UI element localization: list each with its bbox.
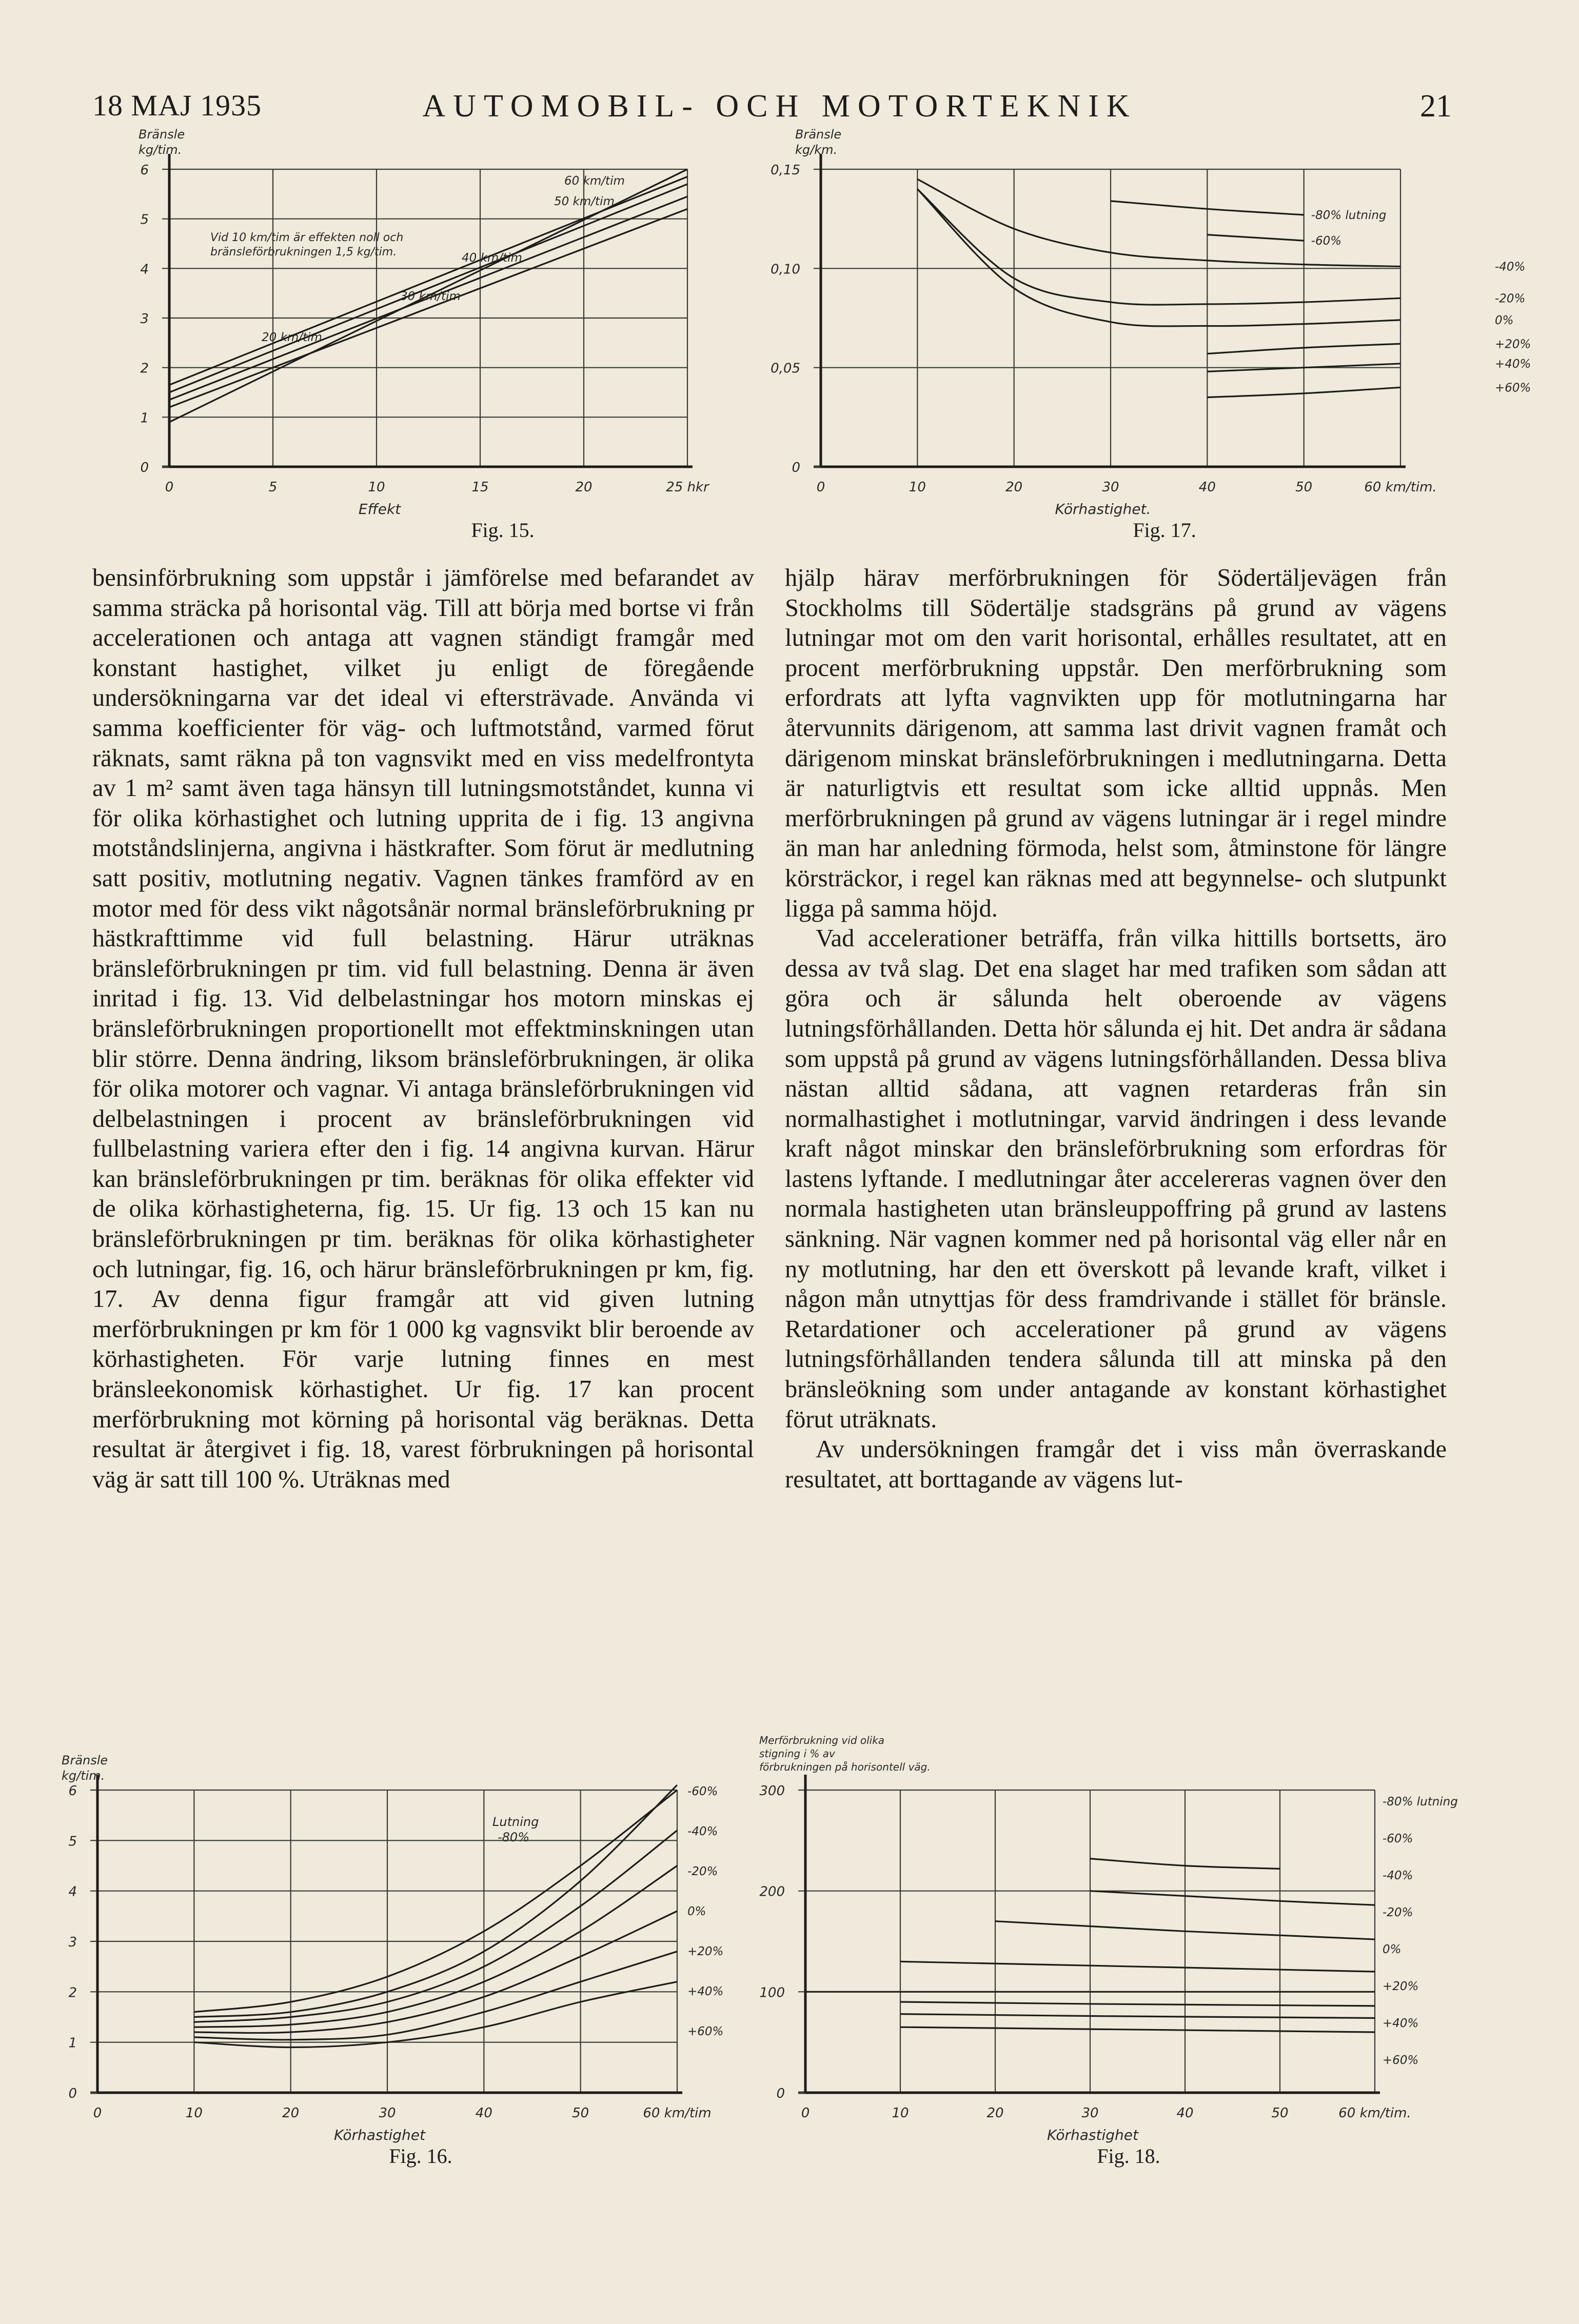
series-label: -60% bbox=[687, 1785, 718, 1798]
series-line bbox=[1207, 235, 1304, 241]
x-tick-label: 40 bbox=[475, 2105, 492, 2121]
figure-16 bbox=[62, 1753, 759, 2168]
figure-15-annotation: Vid 10 km/tim är effekten noll och bbox=[210, 231, 404, 244]
figure-18-chart bbox=[754, 1734, 1472, 2144]
x-tick-label: 10 bbox=[892, 2105, 909, 2121]
x-tick-label: 20 bbox=[282, 2105, 300, 2121]
series-label: -40% bbox=[687, 1825, 718, 1838]
series-line bbox=[1090, 1891, 1375, 1905]
y-tick-label: 1 bbox=[140, 410, 149, 426]
page-header bbox=[92, 88, 1452, 134]
x-tick-label: 15 bbox=[471, 480, 489, 495]
x-tick-label: 20 bbox=[986, 2105, 1004, 2121]
y-tick-label: 200 bbox=[759, 1884, 785, 1900]
y-tick-label: 0 bbox=[792, 460, 800, 475]
series-label: 40 km/tim bbox=[462, 251, 522, 265]
series-label: 0% bbox=[1495, 313, 1514, 327]
y-tick-label: 2 bbox=[68, 1985, 77, 2001]
x-tick-label: 0 bbox=[165, 480, 174, 495]
right-column-paragraph-2: Vad accelerationer beträffa, från vilka hittills bortsetts, äro dessa av två slag. Det ena slaget har med trafiken som sådan att göra och är sålunda helt oberoende av vägens lutningsförhållanden. Detta hör sålunda ej hit. Det andra är sådana som uppstå på grund av vägens lutningsförhållanden. Dessa bliva nästan alltid sådana, att vagnen retarderas från sin normalhastighet i motlutningar, varvid ändringen i dess levande kraft något minskar den bränsleförbrukning som erfordras för lastens lyftande. I medlutningar åter accelereras vagnen över den normala hastigheten utan bränsleuppoffring på grund av lastens sänkning. När vagnen kommer ned på horisontal väg eller når en ny motlutning, har den ett överskott på levande kraft, vilket i någon mån utnyttjas för dess framdrivande i stället för bränsle. Retardationer och accelerationer på grund av vägens lutningsförhållanden tendera sålunda till att minska på den bränsleökning som under antagande av konstant körhastighet förut uträknats. bbox=[785, 925, 1447, 1433]
x-tick-label: 0 bbox=[93, 2105, 102, 2121]
series-line bbox=[194, 1785, 677, 2017]
series-label: +40% bbox=[1495, 357, 1531, 371]
y-axis-label: Bränsle bbox=[62, 1753, 108, 1767]
y-tick-label: 6 bbox=[140, 163, 149, 178]
x-axis-label: Körhastighet bbox=[334, 2127, 425, 2143]
figure-17-chart bbox=[771, 127, 1531, 518]
series-line bbox=[900, 2027, 1375, 2032]
right-column-paragraph-1: hjälp härav merförbrukningen för Södertäljevägen från Stockholms till Södertälje stadsgräns på grund av vägens lutningar mot om den varit horisontal, erhålles resultatet, att en procent merförbrukning uppstår. Den merförbrukning som erfordrats att lyfta vagnvikten upp för motlutningarna har återvunnits därigenom, att samma last drivit vagnen framåt och därigenom minskat bränsleförbrukningen i medlutningarna. Detta är naturligtvis ett resultat som icke alltid uppnås. Men merförbrukningen på grund av vägens lutningar är i regel mindre än man har anledning förmoda, helst som, åtminstone för längre körsträckor, i regel kan räknas med att begynnelse- och slutpunkt ligga på samma höjd. bbox=[785, 564, 1447, 922]
text-column-right bbox=[785, 563, 1447, 1495]
y-tick-label: 5 bbox=[68, 1834, 77, 1850]
y-axis-label: kg/km. bbox=[795, 143, 838, 157]
x-tick-label: 10 bbox=[909, 480, 926, 495]
series-line bbox=[900, 1961, 1375, 1972]
x-tick-label: 30 bbox=[1081, 2105, 1099, 2121]
series-line bbox=[900, 2002, 1375, 2006]
x-tick-label: 50 bbox=[1295, 480, 1313, 495]
series-label: +20% bbox=[1495, 337, 1531, 351]
x-tick-label: 20 bbox=[575, 480, 593, 495]
figure-18-caption: Fig. 18. bbox=[1097, 2144, 1160, 2168]
journal-title: AUTOMOBIL- OCH MOTORTEKNIK bbox=[422, 89, 1137, 124]
y-axis-label: Bränsle bbox=[795, 127, 842, 142]
series-label: +20% bbox=[1383, 1980, 1419, 1993]
y-tick-label: 6 bbox=[68, 1783, 77, 1799]
y-axis-label: Bränsle bbox=[139, 127, 185, 142]
series-label: -40% bbox=[1383, 1869, 1413, 1882]
figure-15 bbox=[92, 127, 759, 542]
series-label: -60% bbox=[1311, 234, 1342, 248]
x-tick-label: 25 hkr bbox=[666, 480, 709, 495]
y-tick-label: 0,10 bbox=[771, 262, 800, 277]
x-tick-label: 30 bbox=[379, 2105, 396, 2121]
right-column-paragraph-3: Av undersökningen framgår det i viss mån överraskande resultatet, att borttagande av vägens lut- bbox=[785, 1436, 1447, 1493]
x-tick-label: 0 bbox=[816, 480, 825, 495]
y-axis-label: kg/tim. bbox=[139, 143, 182, 157]
x-tick-label: 10 bbox=[368, 480, 385, 495]
y-tick-label: 4 bbox=[140, 262, 149, 277]
figure-18-ylabel: Merförbrukning vid olika bbox=[759, 1734, 885, 1746]
series-label: 60 km/tim bbox=[564, 174, 625, 188]
series-label: 20 km/tim bbox=[262, 331, 322, 344]
y-tick-label: 0 bbox=[776, 2086, 785, 2101]
x-tick-label: 30 bbox=[1102, 480, 1119, 495]
series-label: +40% bbox=[687, 1985, 724, 1998]
y-axis-label: kg/tim. bbox=[62, 1769, 105, 1783]
series-label: -20% bbox=[1383, 1906, 1413, 1919]
series-label: 30 km/tim bbox=[400, 290, 461, 303]
series-label: 0% bbox=[687, 1905, 706, 1918]
figure-18-ylabel: förbrukningen på horisontell väg. bbox=[759, 1761, 931, 1773]
x-tick-label: 10 bbox=[185, 2105, 203, 2121]
left-column-text: bensinförbrukning som uppstår i jämförelse med befarandet av samma sträcka på horisontal väg. Till att börja med bortse vi från accelerationen och antaga att vagnen ständigt framgår med konstant hastighet, vilket ju enligt de föregående undersökningarna var det ideal vi eftersträvade. Använda vi samma koefficienter för väg- och luftmotstånd, varmed förut räknats, samt räkna på ton vagnsvikt med en viss medelfrontyta av 1 m² samt även taga hänsyn till lutningsmotståndet, kunna vi för olika körhastighet och lutning upprita de i fig. 13 angivna motståndslinjerna, angivna i hästkrafter. Som förut är medlutning satt positiv, motlutning negativ. Vagnen tänkes framförd av en motor med för dess vikt någotsånär normal bränsleförbrukning pr hästkrafttimme vid full belastning. Härur uträknas bränsleförbrukningen pr tim. vid full belastning. Denna är även inritad i fig. 13. Vid delbelastningar hos motorn minskas ej bränsleförbrukningen proportionellt mot effektminskningen utan blir större. Denna ändring, liksom bränsleförbrukningen, är olika för olika motorer och vagnar. Vi antaga bränsleförbrukningen vid delbelastningen i procent av bränsleförbrukningen vid fullbelastning variera efter den i fig. 14 angivna kurvan. Härur kan bränsleförbrukningen pr tim. beräknas för olika effekter vid de olika körhastigheterna, fig. 15. Ur fig. 13 och 15 kan nu bränsleförbrukningen pr tim. beräknas för olika körhastigheter och lutningar, fig. 16, och härur bränsleförbrukningen pr km, fig. 17. Av denna figur framgår att vid given lutning merförbrukningen pr km för 1 000 kg vagnsvikt blir beroende av körhastigheten. För varje lutning finnes en mest bränsleekonomisk körhastighet. Ur fig. 17 kan procent merförbrukning mot körning på horisontal väg beräknas. Detta resultat är återgivet i fig. 18, varest förbrukningen på horisontal väg är satt till 100 %. Uträknas med bbox=[92, 564, 754, 1493]
figure-15-chart bbox=[92, 127, 759, 518]
series-line bbox=[900, 2014, 1375, 2018]
x-axis-label: Effekt bbox=[358, 501, 401, 518]
series-line bbox=[169, 184, 687, 392]
x-tick-label: 60 km/tim. bbox=[1338, 2105, 1411, 2121]
series-label: +40% bbox=[1383, 2017, 1419, 2030]
series-line bbox=[169, 169, 687, 422]
issue-date: 18 MAJ 1935 bbox=[92, 89, 262, 122]
y-tick-label: 5 bbox=[140, 212, 149, 228]
figure-16-annotation: Lutning bbox=[492, 1815, 539, 1829]
y-tick-label: 3 bbox=[140, 311, 149, 327]
series-label: +60% bbox=[687, 2025, 724, 2038]
figure-15-caption: Fig. 15. bbox=[471, 519, 535, 542]
x-tick-label: 40 bbox=[1176, 2105, 1194, 2121]
series-line bbox=[194, 1790, 677, 2012]
y-tick-label: 0,05 bbox=[771, 361, 800, 376]
series-label: -40% bbox=[1495, 260, 1526, 274]
x-tick-label: 50 bbox=[572, 2105, 589, 2121]
x-tick-label: 40 bbox=[1198, 480, 1216, 495]
x-tick-label: 60 km/tim. bbox=[1364, 480, 1437, 495]
y-tick-label: 0 bbox=[68, 2086, 77, 2101]
figure-18 bbox=[754, 1734, 1472, 2168]
x-tick-label: 0 bbox=[801, 2105, 810, 2121]
figure-18-ylabel: stigning i % av bbox=[759, 1747, 835, 1760]
y-tick-label: 0,15 bbox=[771, 163, 800, 178]
series-label: 50 km/tim bbox=[554, 195, 615, 208]
x-tick-label: 50 bbox=[1271, 2105, 1289, 2121]
series-line bbox=[194, 1866, 677, 2028]
text-column-left bbox=[92, 563, 754, 1495]
figure-15-annotation: bränsleförbrukningen 1,5 kg/tim. bbox=[210, 246, 397, 259]
series-label: -20% bbox=[687, 1865, 718, 1878]
y-tick-label: 3 bbox=[68, 1935, 77, 1950]
y-tick-label: 2 bbox=[140, 361, 149, 376]
series-label: -60% bbox=[1383, 1832, 1413, 1845]
series-label: -80% lutning bbox=[1311, 208, 1387, 222]
page-number: 21 bbox=[1420, 89, 1452, 124]
x-tick-label: 60 km/tim bbox=[643, 2105, 712, 2121]
x-axis-label: Körhastighet. bbox=[1055, 501, 1151, 518]
series-label: -20% bbox=[1495, 292, 1526, 306]
x-tick-label: 5 bbox=[268, 480, 278, 495]
series-label: -80% lutning bbox=[1383, 1795, 1458, 1809]
series-label: +20% bbox=[687, 1945, 724, 1958]
series-label: +60% bbox=[1495, 381, 1531, 395]
figure-16-annotation: -80% bbox=[498, 1830, 530, 1844]
x-tick-label: 20 bbox=[1005, 480, 1023, 495]
figure-16-caption: Fig. 16. bbox=[389, 2144, 452, 2168]
figure-17-caption: Fig. 17. bbox=[1133, 519, 1196, 542]
series-label: 0% bbox=[1383, 1943, 1402, 1956]
figure-16-chart bbox=[62, 1754, 759, 2144]
x-axis-label: Körhastighet bbox=[1047, 2127, 1138, 2143]
figure-17 bbox=[771, 127, 1531, 542]
series-label: +60% bbox=[1383, 2054, 1419, 2067]
y-tick-label: 1 bbox=[68, 2035, 77, 2051]
y-tick-label: 300 bbox=[759, 1783, 785, 1799]
y-tick-label: 4 bbox=[68, 1884, 77, 1900]
y-tick-label: 0 bbox=[140, 460, 149, 475]
y-tick-label: 100 bbox=[759, 1985, 785, 2001]
series-line bbox=[917, 179, 1400, 266]
